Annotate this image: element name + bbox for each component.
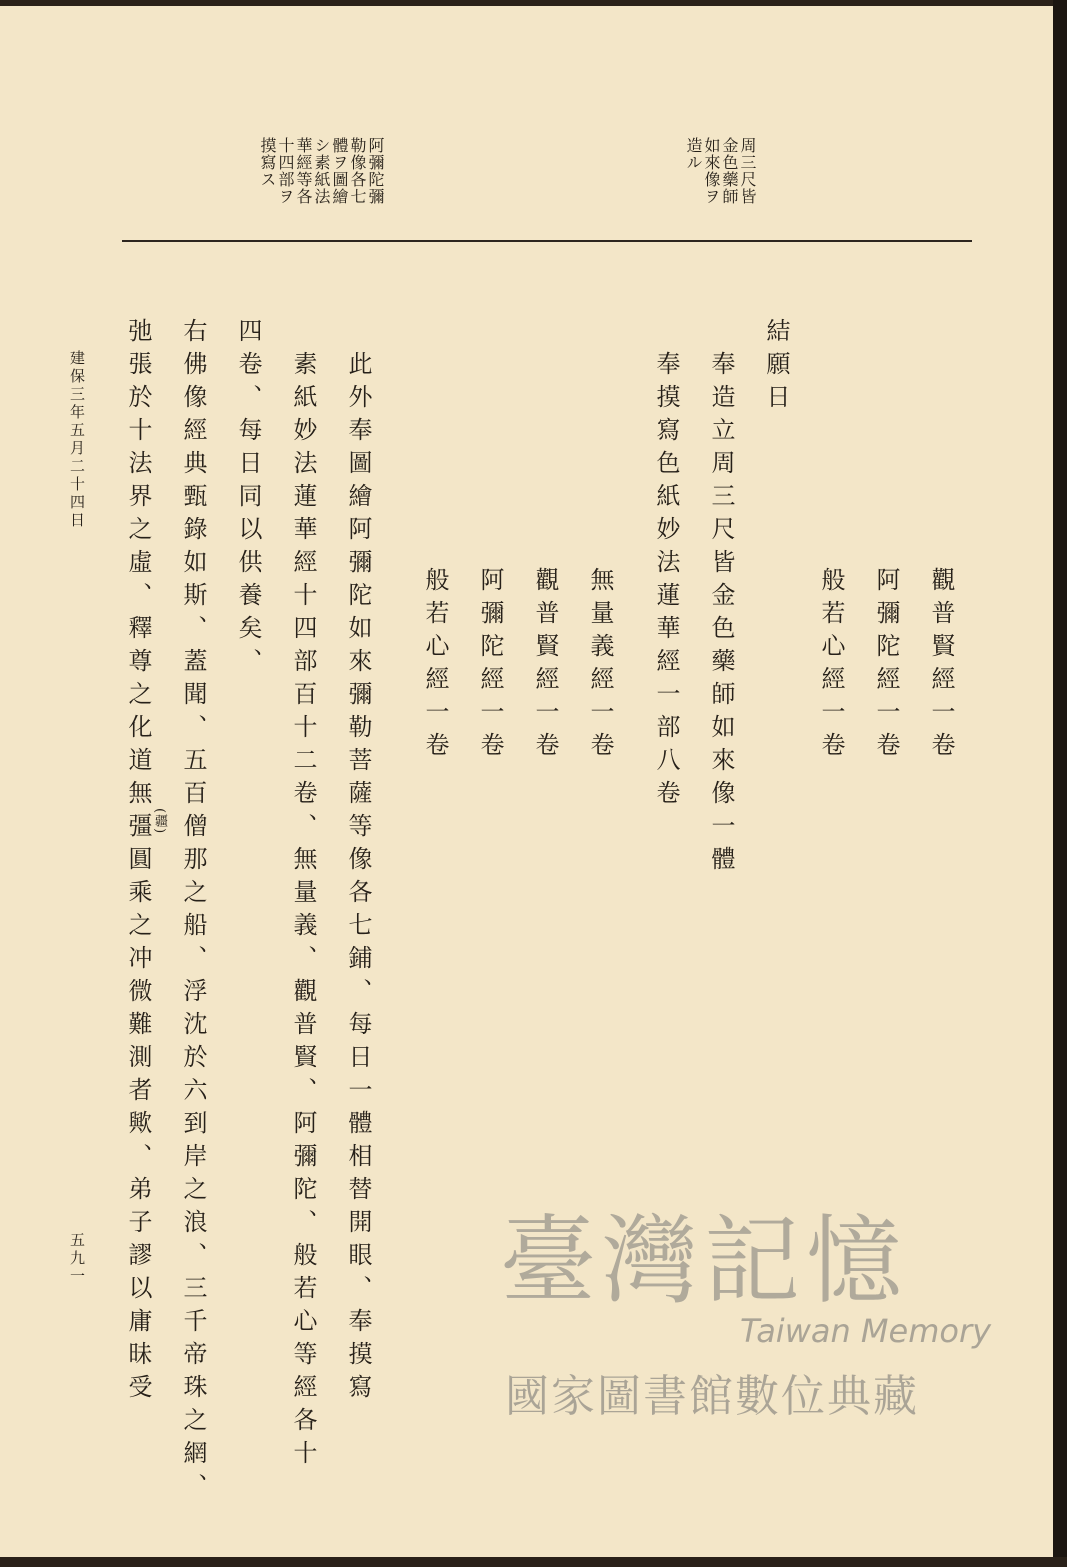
- body-column-1: 觀普賢經一卷: [927, 567, 955, 765]
- page-number: 五九一: [68, 1232, 86, 1286]
- header-note-left-5: 華經等各: [294, 137, 313, 205]
- header-note-left-3: 體ヲ圖繪: [330, 137, 349, 205]
- body-annotation: (疆): [152, 808, 167, 835]
- body-column-2: 阿彌陀經一卷: [872, 567, 900, 765]
- header-note-left-7: 摸寫ス: [258, 137, 277, 188]
- scan-edge-bottom: [0, 1557, 1067, 1567]
- body-column-3: 般若心經一卷: [817, 567, 845, 765]
- body-column-8: 觀普賢經一卷: [531, 567, 559, 765]
- header-note-left-2: 勒像各七: [348, 137, 367, 205]
- header-note-right-4: 造ル: [684, 137, 703, 171]
- header-rule: [122, 240, 972, 242]
- header-note-left-4: シ素紙法: [312, 137, 331, 205]
- header-note-left-6: 十四部ヲ: [276, 137, 295, 205]
- watermark-chinese: 臺灣記憶: [500, 1205, 908, 1317]
- date-line: 建保三年五月二十四日: [68, 350, 86, 530]
- body-column-4: 結願日: [762, 318, 790, 417]
- body-column-12: 素紙妙法蓮華經十四部百十二卷、無量義、觀普賢、阿彌陀、般若心等經各十: [289, 351, 317, 1473]
- watermark-subtitle: 國家圖書館數位典藏: [505, 1371, 919, 1422]
- body-column-11: 此外奉圖繪阿彌陀如來彌勒菩薩等像各七鋪、每日一體相替開眼、奉摸寫: [344, 351, 372, 1407]
- body-column-15: 弛張於十法界之虛、釋尊之化道無彊圓乘之冲微難測者歟、弟子謬以庸昧受: [124, 318, 152, 1407]
- body-column-10: 般若心經一卷: [421, 567, 449, 765]
- header-note-right-2: 金色藥師: [720, 137, 739, 205]
- watermark-english: Taiwan Memory: [740, 1312, 992, 1350]
- header-note-right-3: 如來像ヲ: [702, 137, 721, 205]
- header-note-right-1: 周三尺皆: [738, 137, 757, 205]
- body-column-7: 無量義經一卷: [586, 567, 614, 765]
- body-column-14: 右佛像經典甄錄如斯、蓋聞、五百僧那之船、浮沈於六到岸之浪、三千帝珠之網、: [179, 318, 207, 1506]
- body-column-13: 四卷、每日同以供養矣、: [234, 318, 262, 681]
- scan-edge-top: [0, 0, 1067, 6]
- body-column-5: 奉造立周三尺皆金色藥師如來像一體: [707, 351, 735, 879]
- scan-edge-right: [1053, 0, 1067, 1567]
- body-column-9: 阿彌陀經一卷: [476, 567, 504, 765]
- body-column-6: 奉摸寫色紙妙法蓮華經一部八卷: [652, 351, 680, 813]
- header-note-left-1: 阿彌陀彌: [366, 137, 385, 205]
